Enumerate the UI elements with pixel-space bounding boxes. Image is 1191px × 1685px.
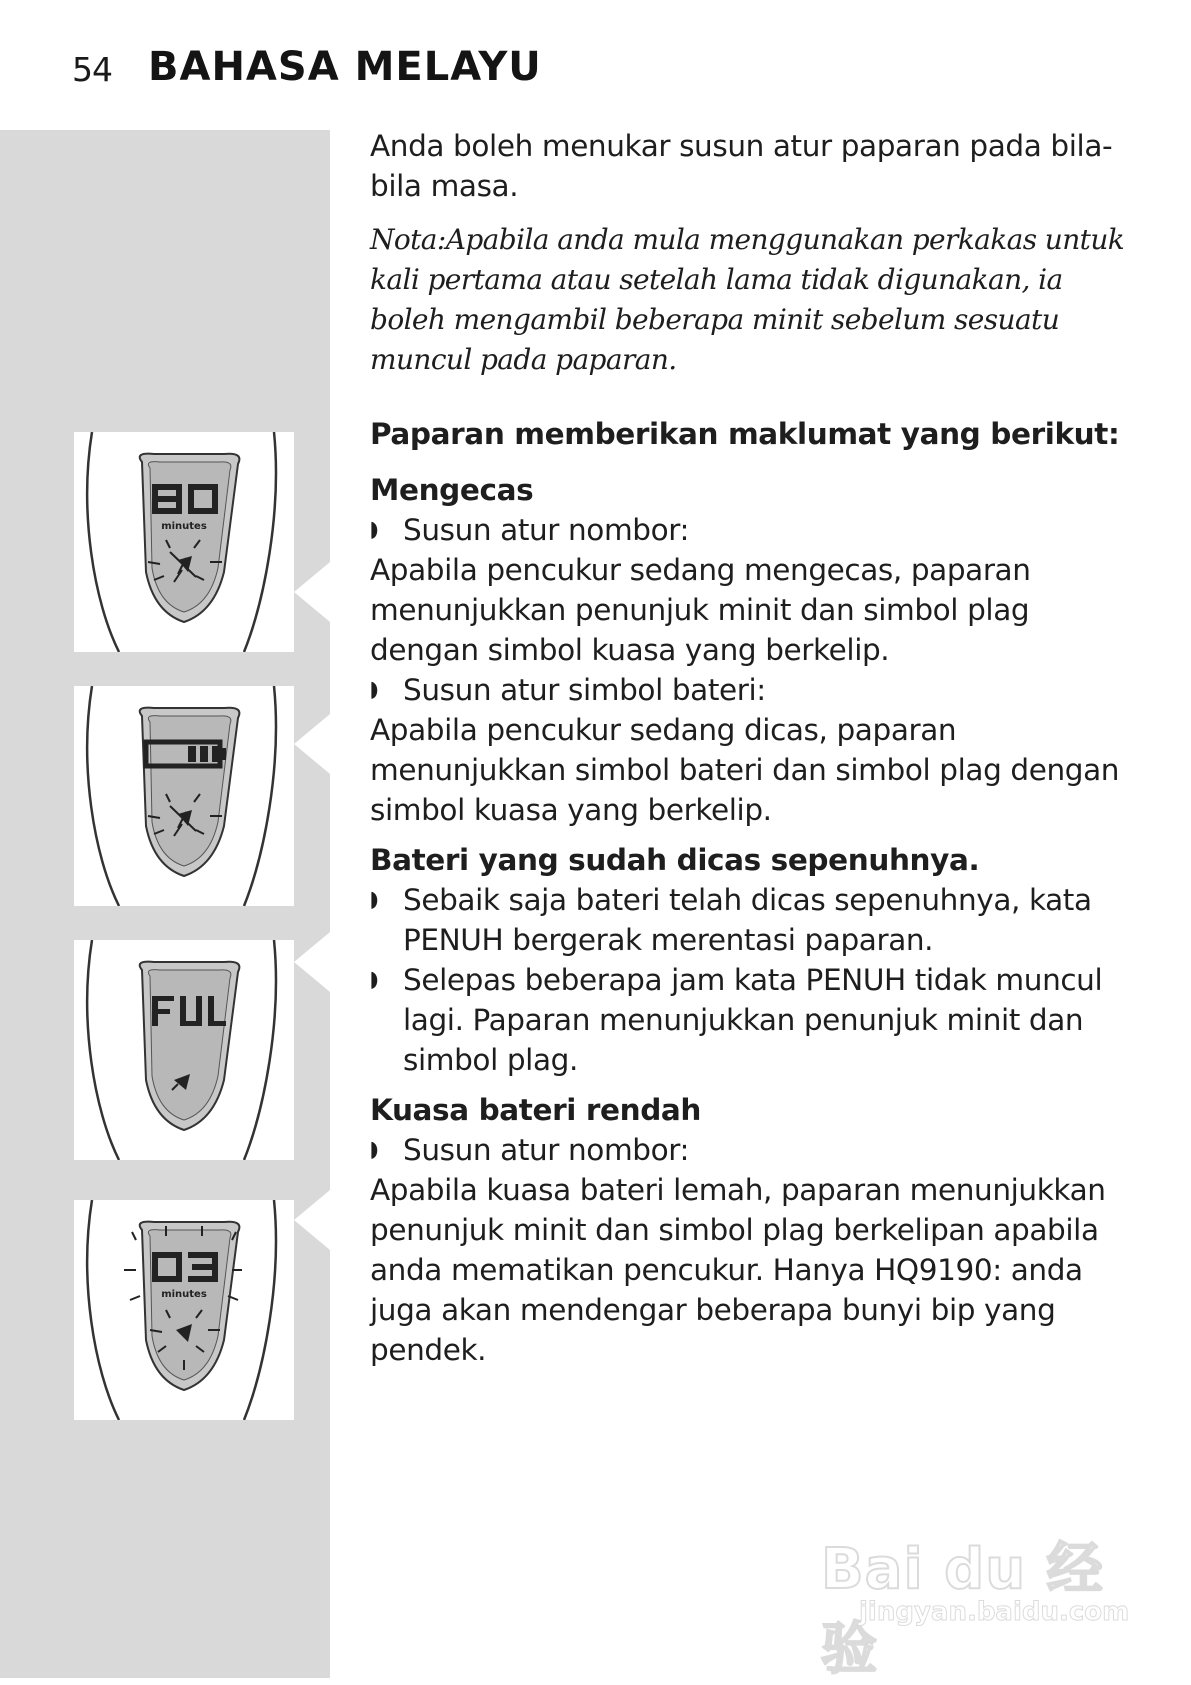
watermark-brand: Bai du 经验 xyxy=(821,1537,1104,1682)
baidu-watermark xyxy=(821,1515,1130,1682)
section-heading: Bateri yang sudah dicas sepenuhnya. xyxy=(370,843,980,877)
callout-pointer xyxy=(294,1190,330,1250)
bullet-icon: ◗ xyxy=(370,517,378,542)
display-figure-full xyxy=(74,940,294,1160)
bullet-text: Susun atur simbol bateri: xyxy=(403,673,766,707)
intro-paragraph: Anda boleh menukar susun atur paparan pada bila-bila masa. xyxy=(370,129,1113,203)
display-figure-battery xyxy=(74,686,294,906)
lead-heading: Paparan memberikan maklumat yang berikut: xyxy=(370,417,1120,451)
callout-pointer xyxy=(294,932,330,992)
bullet-item xyxy=(370,1130,1140,1170)
body-text: Apabila pencukur sedang mengecas, paparan menunjukkan penunjuk minit dan simbol plag dengan simbol kuasa yang berkelip. xyxy=(370,553,1031,667)
main-content xyxy=(370,126,1140,1380)
section-low-battery xyxy=(370,1090,1140,1370)
bullet-text: Selepas beberapa jam kata PENUH tidak muncul lagi. Paparan menunjukkan penunjuk minit dan simbol plag. xyxy=(403,963,1103,1077)
bullet-text: Sebaik saja bateri telah dicas sepenuhnya, kata PENUH bergerak merentasi paparan. xyxy=(403,883,1092,957)
minutes-label: minutes xyxy=(161,521,207,532)
body-text: Apabila kuasa bateri lemah, paparan menunjukkan penunjuk minit dan simbol plag berkelipan apabila anda mematikan pencukur. Hanya HQ9190: anda juga akan mendengar beberapa bunyi bip yang pendek. xyxy=(370,1173,1106,1367)
display-figure-minutes xyxy=(74,432,294,652)
bullet-item xyxy=(370,880,1140,960)
callout-pointer xyxy=(294,562,330,622)
bullet-item xyxy=(370,670,1140,710)
display-figure-low-battery xyxy=(74,1200,294,1420)
section-charging xyxy=(370,470,1140,830)
body-text: Apabila pencukur sedang dicas, paparan menunjukkan simbol bateri dan simbol plag dengan simbol kuasa yang berkelip. xyxy=(370,713,1120,827)
bullet-text: Susun atur nombor: xyxy=(403,513,690,547)
minutes-label: minutes xyxy=(161,1289,207,1300)
bullet-item xyxy=(370,510,1140,550)
note-paragraph: Nota:Apabila anda mula menggunakan perkakas untuk kali pertama atau setelah lama tidak digunakan, ia boleh mengambil beberapa minit sebelum sesuatu muncul pada paparan. xyxy=(370,223,1125,376)
callout-pointer xyxy=(294,714,330,774)
section-heading: Mengecas xyxy=(370,473,534,507)
page-number: 54 xyxy=(72,50,112,89)
page-title: BAHASA MELAYU xyxy=(148,44,542,90)
watermark-url: jingyan.baidu.com xyxy=(859,1597,1130,1627)
bullet-text: Susun atur nombor: xyxy=(403,1133,690,1167)
bullet-icon: ◗ xyxy=(370,1137,378,1162)
section-heading: Kuasa bateri rendah xyxy=(370,1093,702,1127)
bullet-item xyxy=(370,960,1140,1080)
bullet-icon: ◗ xyxy=(370,887,378,912)
bullet-icon: ◗ xyxy=(370,677,378,702)
bullet-icon: ◗ xyxy=(370,967,378,992)
section-fully-charged xyxy=(370,840,1140,1080)
